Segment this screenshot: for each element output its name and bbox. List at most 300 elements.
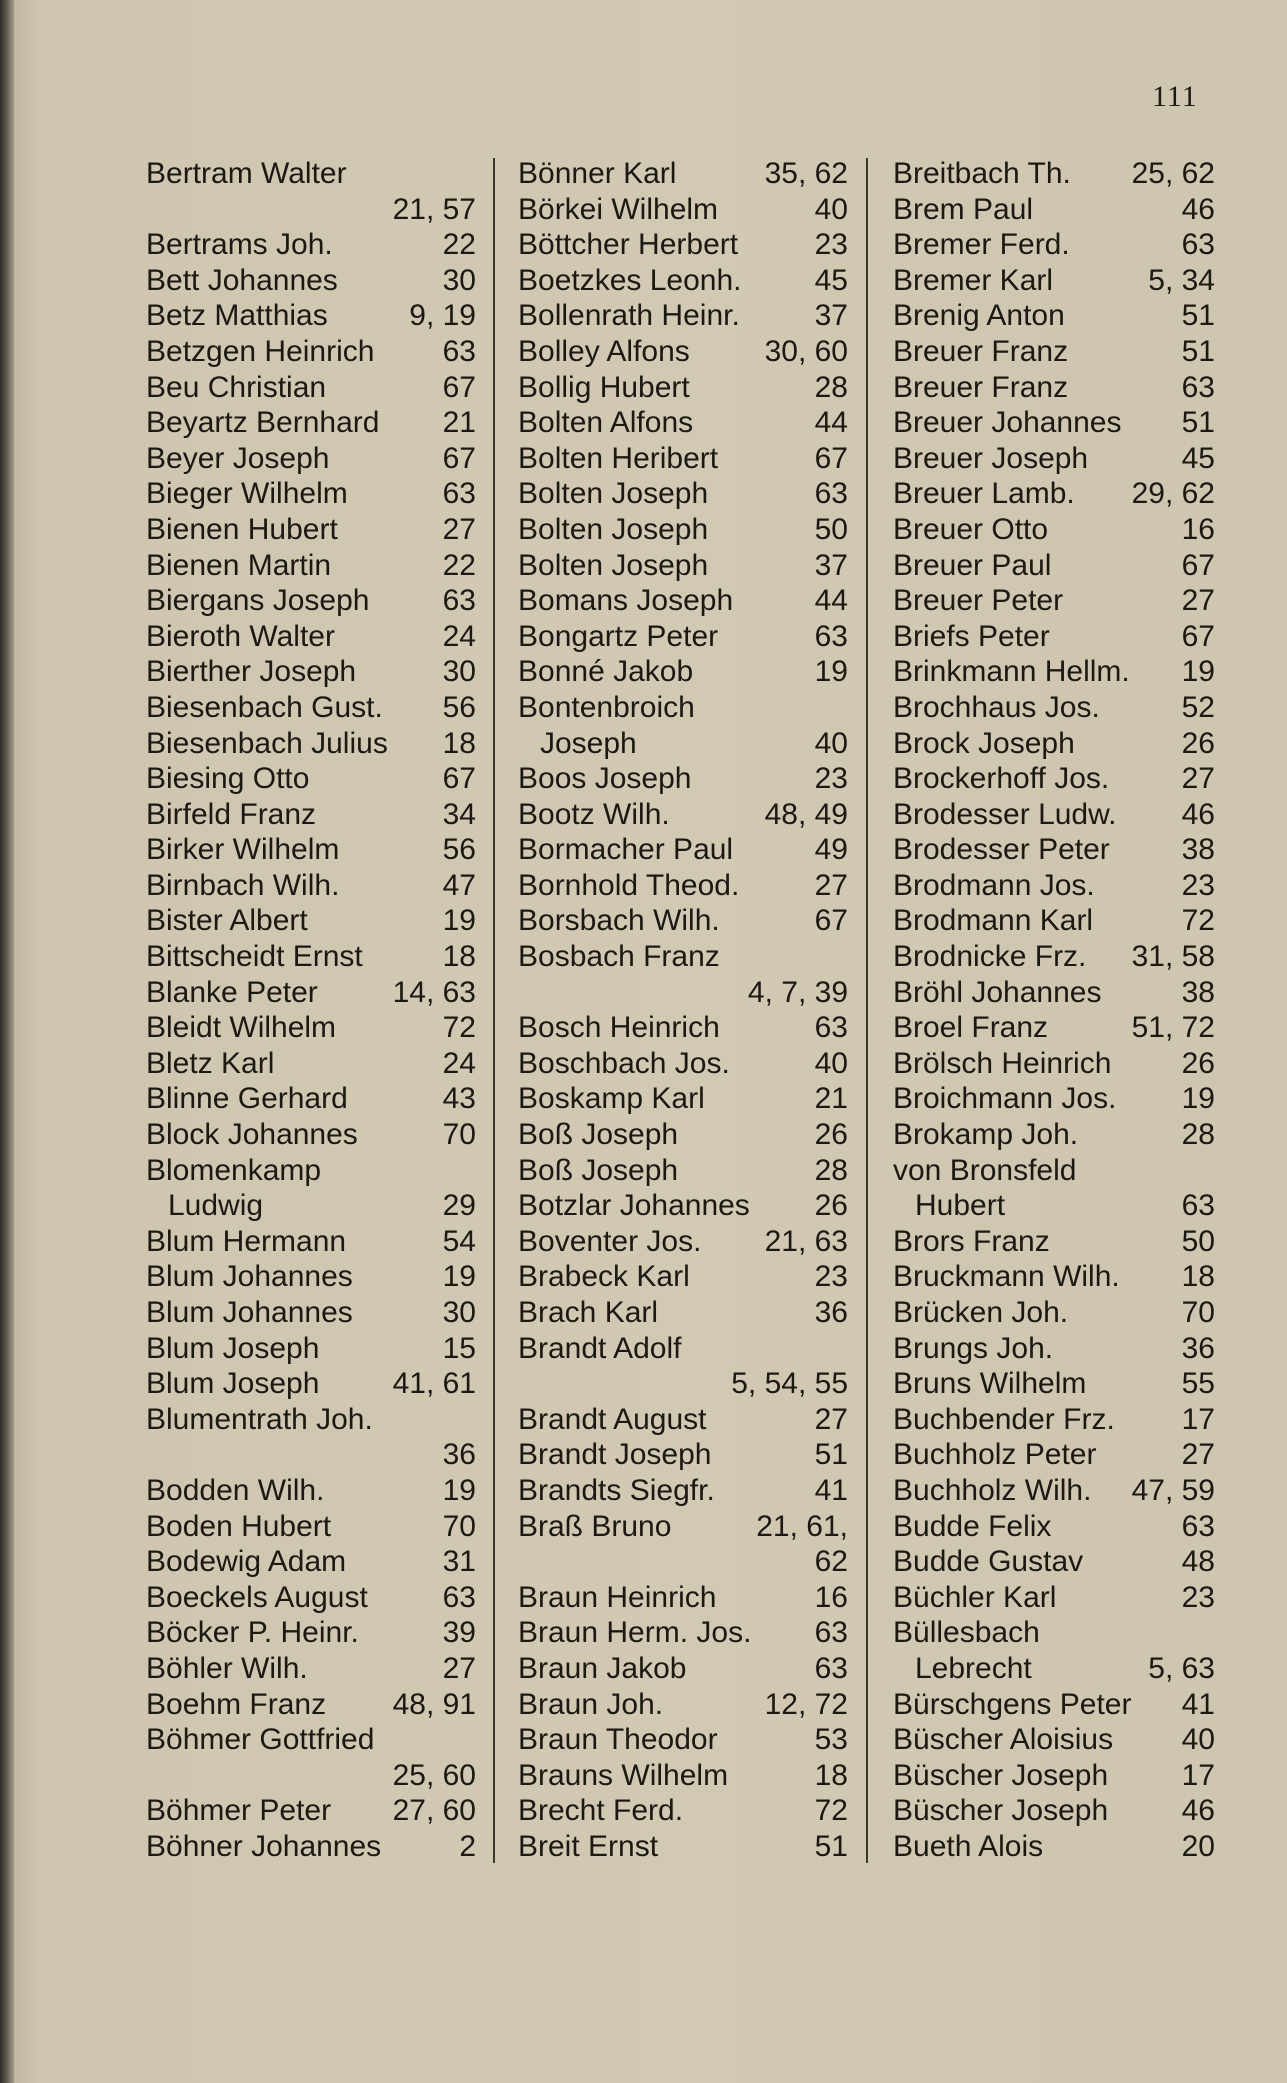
index-entry — [518, 1544, 848, 1580]
index-entry — [518, 1188, 848, 1224]
index-entry — [893, 1758, 1215, 1794]
index-entry — [146, 868, 476, 904]
index-entry — [146, 1580, 476, 1616]
index-entry — [146, 690, 476, 726]
entry-pages: 63 — [1181, 370, 1215, 404]
entry-name: Büscher Joseph — [893, 1758, 1109, 1792]
index-entry — [146, 1544, 476, 1580]
index-entry — [146, 1615, 476, 1651]
index-entry — [518, 370, 848, 406]
index-entry — [146, 1046, 476, 1082]
index-entry — [146, 1829, 476, 1865]
entry-name: Böhmer Peter — [146, 1794, 332, 1828]
entry-name: Beu Christian — [146, 370, 327, 404]
entry-name: Bolten Joseph — [518, 477, 709, 511]
index-entry — [518, 654, 848, 690]
entry-pages: 40 — [814, 1046, 848, 1080]
entry-pages: 28 — [814, 370, 848, 404]
entry-name: Beyartz Bernhard — [146, 406, 380, 440]
entry-pages: 63 — [442, 477, 476, 511]
index-entry — [893, 832, 1215, 868]
entry-pages: 46 — [1181, 1794, 1215, 1828]
entry-name: Bertrams Joh. — [146, 228, 333, 262]
index-entry — [146, 512, 476, 548]
index-entry — [146, 1224, 476, 1260]
entry-pages: 38 — [1181, 975, 1215, 1009]
entry-name: Bodewig Adam — [146, 1545, 347, 1579]
entry-name: Brokamp Joh. — [893, 1118, 1079, 1152]
index-entry — [518, 1651, 848, 1687]
index-entry — [146, 832, 476, 868]
index-entry — [893, 263, 1215, 299]
entry-name: Büllesbach — [893, 1616, 1040, 1650]
index-entry — [893, 1331, 1215, 1367]
index-entry — [146, 1331, 476, 1367]
entry-name: Birnbach Wilh. — [146, 868, 340, 902]
index-entry — [893, 1402, 1215, 1438]
entry-pages: 41 — [814, 1473, 848, 1507]
entry-pages: 27 — [442, 512, 476, 546]
entry-name: Bremer Ferd. — [893, 228, 1070, 262]
entry-name: Bonné Jakob — [518, 655, 694, 689]
entry-pages: 21 — [442, 406, 476, 440]
entry-name: Brecht Ferd. — [518, 1794, 684, 1828]
entry-name: Bolten Joseph — [518, 512, 709, 546]
index-entry — [518, 1437, 848, 1473]
entry-name: Brodnicke Frz. — [893, 940, 1087, 974]
entry-pages: 70 — [1181, 1296, 1215, 1329]
entry-pages: 63 — [1181, 1509, 1215, 1543]
entry-name: Boden Hubert — [146, 1509, 332, 1543]
page-number: 111 — [1152, 80, 1198, 113]
index-entry — [893, 370, 1215, 406]
index-entry — [518, 1010, 848, 1046]
entry-name: Bertram Walter — [146, 157, 347, 190]
index-entry — [893, 761, 1215, 797]
entry-name: Braun Theodor — [518, 1723, 718, 1757]
index-entry — [146, 334, 476, 370]
entry-pages: 15 — [442, 1331, 476, 1365]
index-entry — [146, 227, 476, 263]
entry-pages: 27 — [814, 868, 848, 902]
entry-name: Börkei Wilhelm — [518, 192, 719, 226]
index-entry — [518, 690, 848, 726]
entry-name: Büchler Karl — [893, 1580, 1057, 1614]
entry-pages: 37 — [814, 299, 848, 333]
entry-name: Bett Johannes — [146, 263, 338, 297]
index-entry — [893, 1544, 1215, 1580]
index-entry — [893, 156, 1215, 192]
entry-pages: 62 — [814, 1545, 848, 1579]
entry-name: Brodesser Peter — [893, 833, 1110, 867]
index-entry — [893, 1046, 1215, 1082]
index-entry — [146, 1687, 476, 1723]
index-entry — [146, 654, 476, 690]
index-entry — [518, 1259, 848, 1295]
entry-name: Brach Karl — [518, 1296, 659, 1329]
entry-pages: 51 — [1181, 334, 1215, 368]
entry-pages: 56 — [442, 690, 476, 724]
index-entry — [893, 298, 1215, 334]
entry-pages: 63 — [442, 334, 476, 368]
index-entry — [893, 1153, 1215, 1189]
entry-name: Bolten Heribert — [518, 441, 719, 475]
entry-name: Brauns Wilhelm — [518, 1758, 729, 1792]
index-entry — [893, 1188, 1215, 1224]
index-entry — [146, 1259, 476, 1295]
index-entry — [146, 1758, 476, 1794]
entry-pages: 44 — [814, 584, 848, 618]
entry-pages: 44 — [814, 406, 848, 440]
index-entry — [518, 263, 848, 299]
index-entry — [893, 1437, 1215, 1473]
entry-pages: 17 — [1181, 1758, 1215, 1792]
index-entry — [146, 761, 476, 797]
entry-pages: 5, 54, 55 — [731, 1367, 848, 1401]
entry-pages: 23 — [1181, 1580, 1215, 1614]
index-entry — [893, 1651, 1215, 1687]
index-entry — [893, 583, 1215, 619]
entry-name: Breuer Otto — [893, 512, 1049, 546]
entry-name: Budde Felix — [893, 1509, 1052, 1543]
entry-pages: 63 — [442, 584, 476, 618]
index-entry — [518, 1580, 848, 1616]
entry-pages: 12, 72 — [764, 1687, 848, 1721]
entry-pages: 46 — [1181, 192, 1215, 226]
entry-name: Boos Joseph — [518, 762, 692, 796]
entry-pages: 27, 60 — [392, 1794, 476, 1828]
index-entry — [146, 1473, 476, 1509]
entry-pages: 63 — [814, 477, 848, 511]
index-entry — [893, 868, 1215, 904]
entry-name: Blum Joseph — [146, 1367, 320, 1401]
index-entry — [893, 1259, 1215, 1295]
entry-name: Bootz Wilh. — [518, 797, 670, 831]
index-entry — [518, 583, 848, 619]
entry-name: Hubert — [915, 1189, 1006, 1223]
entry-pages: 67 — [814, 904, 848, 938]
entry-name: Biesenbach Julius — [146, 726, 388, 760]
entry-pages: 40 — [814, 192, 848, 226]
entry-name: Bremer Karl — [893, 263, 1054, 297]
index-entry — [146, 619, 476, 655]
entry-name: Brandt Adolf — [518, 1331, 682, 1365]
index-entry — [146, 441, 476, 477]
entry-pages: 30 — [442, 1296, 476, 1329]
entry-pages: 19 — [442, 1473, 476, 1507]
index-entry — [518, 548, 848, 584]
entry-pages: 5, 63 — [1148, 1651, 1215, 1685]
entry-name: Bleidt Wilhelm — [146, 1011, 337, 1045]
index-entry — [893, 334, 1215, 370]
index-entry — [518, 1081, 848, 1117]
entry-name: Borsbach Wilh. — [518, 904, 720, 938]
index-entry — [893, 975, 1215, 1011]
entry-pages: 63 — [1181, 228, 1215, 262]
entry-pages: 34 — [442, 797, 476, 831]
index-entry — [146, 1366, 476, 1402]
entry-name: Boskamp Karl — [518, 1082, 705, 1116]
entry-name: Bosch Heinrich — [518, 1011, 720, 1045]
entry-pages: 16 — [814, 1580, 848, 1614]
entry-name: Bienen Hubert — [146, 512, 338, 546]
entry-pages: 40 — [814, 726, 848, 760]
entry-pages: 47 — [442, 868, 476, 902]
entry-name: Bierther Joseph — [146, 655, 357, 689]
entry-pages: 51 — [814, 1829, 848, 1863]
entry-pages: 27 — [1181, 584, 1215, 618]
entry-name: Breuer Joseph — [893, 441, 1089, 475]
index-entry — [518, 1615, 848, 1651]
entry-name: Braun Heinrich — [518, 1580, 717, 1614]
index-entry — [893, 654, 1215, 690]
entry-pages: 26 — [1181, 1046, 1215, 1080]
index-entry — [893, 476, 1215, 512]
entry-name: Biesenbach Gust. — [146, 690, 383, 724]
index-entry — [518, 1153, 848, 1189]
entry-name: Brockerhoff Jos. — [893, 762, 1110, 796]
entry-name: Brors Franz — [893, 1224, 1050, 1258]
index-entry — [518, 298, 848, 334]
entry-name: Bletz Karl — [146, 1046, 275, 1080]
entry-pages: 23 — [814, 1260, 848, 1294]
entry-pages: 70 — [442, 1118, 476, 1152]
entry-name: Buchbender Frz. — [893, 1402, 1115, 1436]
entry-pages: 5, 34 — [1148, 263, 1215, 297]
entry-name: Braun Joh. — [518, 1687, 664, 1721]
entry-name: Böhmer Gottfried — [146, 1723, 375, 1757]
entry-pages: 63 — [814, 619, 848, 653]
entry-pages: 39 — [442, 1616, 476, 1650]
entry-name: Blum Joseph — [146, 1331, 320, 1365]
entry-name: Bolten Joseph — [518, 548, 709, 582]
entry-name: Boeckels August — [146, 1580, 368, 1614]
entry-name: Budde Gustav — [893, 1545, 1084, 1579]
index-entry — [893, 1509, 1215, 1545]
entry-pages: 19 — [1181, 1082, 1215, 1116]
entry-name: Bister Albert — [146, 904, 308, 938]
entry-name: Betz Matthias — [146, 299, 328, 333]
entry-pages: 29 — [442, 1189, 476, 1223]
entry-name: Boß Joseph — [518, 1118, 679, 1152]
index-entry — [518, 1117, 848, 1153]
entry-pages: 22 — [442, 548, 476, 582]
entry-pages: 40 — [1181, 1723, 1215, 1757]
entry-pages: 67 — [1181, 548, 1215, 582]
index-entry — [146, 726, 476, 762]
entry-pages: 70 — [442, 1509, 476, 1543]
entry-pages: 19 — [814, 655, 848, 689]
entry-name: Bieger Wilhelm — [146, 477, 348, 511]
index-entry — [518, 1509, 848, 1545]
index-entry — [146, 1010, 476, 1046]
entry-pages: 50 — [814, 512, 848, 546]
index-entry — [146, 1437, 476, 1473]
entry-pages: 21, 61, — [756, 1509, 848, 1543]
entry-pages: 72 — [814, 1794, 848, 1828]
entry-pages: 23 — [1181, 868, 1215, 902]
index-entry — [518, 1758, 848, 1794]
entry-pages: 18 — [814, 1758, 848, 1792]
index-entry — [893, 512, 1215, 548]
entry-name: Block Johannes — [146, 1118, 358, 1152]
entry-name: Bueth Alois — [893, 1829, 1044, 1863]
entry-name: Biergans Joseph — [146, 584, 370, 618]
entry-pages: 46 — [1181, 797, 1215, 831]
entry-name: Boehm Franz — [146, 1687, 327, 1721]
entry-name: Breuer Johannes — [893, 406, 1122, 440]
entry-pages: 27 — [1181, 1438, 1215, 1472]
entry-pages: 67 — [442, 370, 476, 404]
index-entry — [146, 903, 476, 939]
index-entry — [146, 797, 476, 833]
index-entry — [518, 1295, 848, 1331]
entry-name: Breuer Paul — [893, 548, 1052, 582]
entry-name: Brandt August — [518, 1402, 707, 1436]
entry-pages: 20 — [1181, 1829, 1215, 1863]
index-entry — [893, 1687, 1215, 1723]
entry-name: Brodmann Karl — [893, 904, 1094, 938]
index-entry — [146, 1402, 476, 1438]
entry-name: Breuer Franz — [893, 370, 1069, 404]
entry-pages: 4, 7, 39 — [747, 975, 848, 1009]
entry-name: Brabeck Karl — [518, 1260, 690, 1294]
entry-pages: 43 — [442, 1082, 476, 1116]
index-entry — [893, 441, 1215, 477]
entry-name: Broichmann Jos. — [893, 1082, 1117, 1116]
entry-name: Joseph — [540, 726, 637, 760]
entry-name: Braun Herm. Jos. — [518, 1616, 752, 1650]
entry-pages: 31 — [442, 1545, 476, 1579]
index-entry — [893, 1295, 1215, 1331]
entry-pages: 50 — [1181, 1224, 1215, 1258]
entry-name: Blomenkamp — [146, 1153, 322, 1187]
entry-pages: 47, 59 — [1131, 1473, 1215, 1507]
index-entry — [893, 1793, 1215, 1829]
entry-name: Brölsch Heinrich — [893, 1046, 1112, 1080]
entry-pages: 25, 62 — [1131, 157, 1215, 190]
entry-name: Büscher Joseph — [893, 1794, 1109, 1828]
entry-pages: 48, 49 — [764, 797, 848, 831]
index-entry — [518, 441, 848, 477]
entry-name: Bieroth Walter — [146, 619, 335, 653]
index-entry — [146, 548, 476, 584]
entry-pages: 28 — [1181, 1118, 1215, 1152]
index-entry — [518, 797, 848, 833]
entry-pages: 55 — [1181, 1367, 1215, 1401]
entry-pages: 63 — [814, 1011, 848, 1045]
entry-pages: 63 — [1181, 1189, 1215, 1223]
entry-pages: 63 — [814, 1616, 848, 1650]
index-entry — [146, 263, 476, 299]
entry-pages: 25, 60 — [392, 1758, 476, 1792]
entry-pages: 29, 62 — [1131, 477, 1215, 511]
entry-pages: 56 — [442, 833, 476, 867]
entry-name: Lebrecht — [915, 1651, 1032, 1685]
index-entry — [518, 868, 848, 904]
entry-pages: 37 — [814, 548, 848, 582]
entry-pages: 21, 57 — [392, 192, 476, 226]
index-entry — [146, 476, 476, 512]
entry-pages: 30 — [442, 263, 476, 297]
entry-pages: 41, 61 — [392, 1367, 476, 1401]
entry-pages: 45 — [1181, 441, 1215, 475]
entry-name: Bongartz Peter — [518, 619, 719, 653]
index-entry — [893, 227, 1215, 263]
index-entry — [146, 939, 476, 975]
index-entry — [518, 1331, 848, 1367]
entry-name: Bolley Alfons — [518, 334, 690, 368]
entry-pages: 36 — [1181, 1331, 1215, 1365]
entry-pages: 36 — [814, 1296, 848, 1329]
entry-name: Buchholz Wilh. — [893, 1473, 1092, 1507]
entry-pages: 22 — [442, 228, 476, 262]
index-column-2 — [518, 156, 848, 1865]
entry-name: Birker Wilhelm — [146, 833, 340, 867]
entry-pages: 48, 91 — [392, 1687, 476, 1721]
entry-pages: 23 — [814, 762, 848, 796]
entry-name: Boetzkes Leonh. — [518, 263, 742, 297]
entry-name: Beyer Joseph — [146, 441, 330, 475]
index-entry — [893, 690, 1215, 726]
index-entry — [518, 939, 848, 975]
entry-name: Bönner Karl — [518, 157, 677, 190]
entry-name: Bolten Alfons — [518, 406, 694, 440]
index-entry — [518, 1046, 848, 1082]
index-entry — [893, 619, 1215, 655]
entry-name: Bosbach Franz — [518, 940, 720, 974]
index-entry — [146, 298, 476, 334]
entry-pages: 2 — [459, 1829, 476, 1863]
entry-pages: 51 — [814, 1438, 848, 1472]
entry-name: Brodmann Jos. — [893, 868, 1095, 902]
entry-name: Betzgen Heinrich — [146, 334, 375, 368]
entry-name: Brock Joseph — [893, 726, 1075, 760]
column-divider — [493, 158, 495, 1863]
index-entry — [893, 726, 1215, 762]
entry-name: Bienen Martin — [146, 548, 332, 582]
index-entry — [518, 1687, 848, 1723]
entry-name: Brenig Anton — [893, 299, 1065, 333]
entry-pages: 54 — [442, 1224, 476, 1258]
entry-name: Boschbach Jos. — [518, 1046, 730, 1080]
entry-name: von Bronsfeld — [893, 1153, 1077, 1187]
entry-pages: 72 — [442, 1011, 476, 1045]
entry-name: Birfeld Franz — [146, 797, 317, 831]
index-entry — [518, 1722, 848, 1758]
index-entry — [146, 1295, 476, 1331]
index-entry — [893, 1224, 1215, 1260]
entry-name: Bollig Hubert — [518, 370, 690, 404]
entry-pages: 23 — [814, 228, 848, 262]
entry-name: Ludwig — [168, 1189, 264, 1223]
entry-name: Brücken Joh. — [893, 1296, 1069, 1329]
entry-pages: 67 — [442, 441, 476, 475]
entry-name: Blum Johannes — [146, 1260, 353, 1294]
entry-name: Bruns Wilhelm — [893, 1367, 1087, 1401]
entry-pages: 27 — [814, 1402, 848, 1436]
entry-pages: 38 — [1181, 833, 1215, 867]
index-entry — [518, 726, 848, 762]
entry-name: Broel Franz — [893, 1011, 1049, 1045]
entry-name: Böhler Wilh. — [146, 1651, 308, 1685]
index-entry — [146, 1188, 476, 1224]
entry-name: Breitbach Th. — [893, 157, 1071, 190]
index-entry — [518, 1366, 848, 1402]
index-entry — [518, 476, 848, 512]
entry-name: Brem Paul — [893, 192, 1034, 226]
index-entry — [893, 1473, 1215, 1509]
